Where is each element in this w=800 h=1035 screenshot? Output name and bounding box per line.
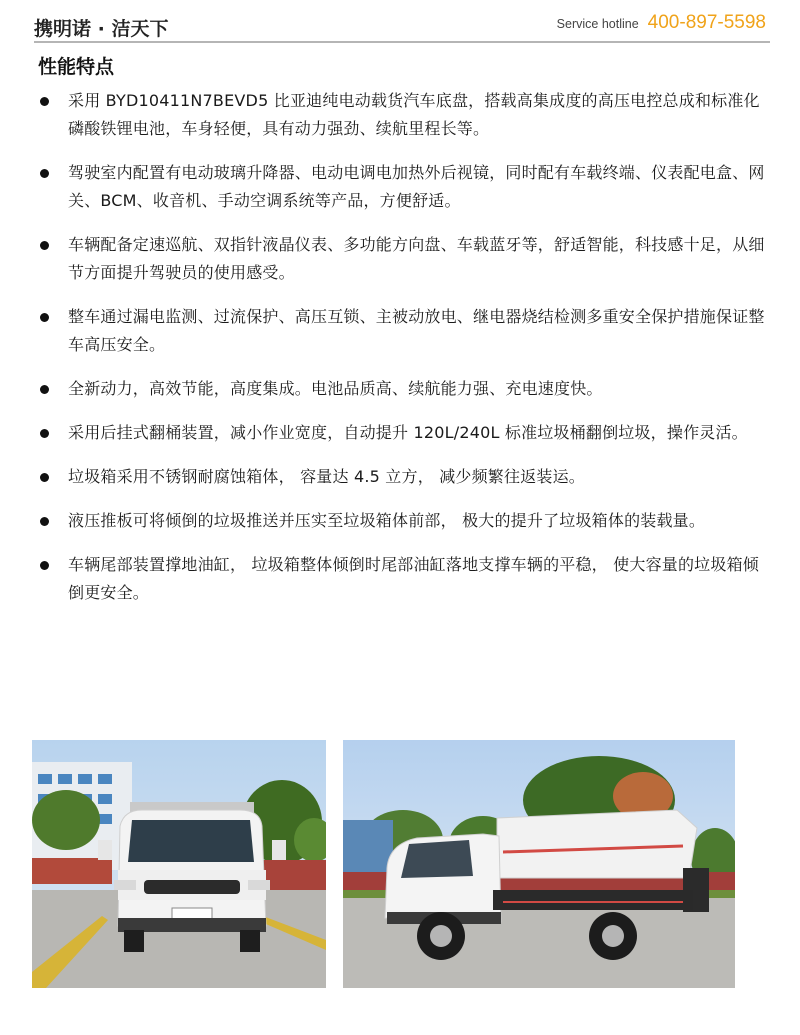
feature-text: 垃圾箱采用不锈钢耐腐蚀箱体， 容量达 4.5 立方， 减少频繁往返装运。 xyxy=(68,467,585,486)
truck-side-photo xyxy=(343,740,735,988)
hotline-number[interactable]: 400-897-5598 xyxy=(647,12,766,33)
feature-item xyxy=(38,87,770,143)
feature-text: 采用后挂式翻桶装置，减小作业宽度，自动提升 120L/240L 标准垃圾桶翻倒垃圾，操作灵活。 xyxy=(68,423,748,442)
feature-item xyxy=(38,159,770,215)
feature-item xyxy=(38,375,770,403)
bullet-icon xyxy=(40,561,49,570)
hotline-label: Service hotline xyxy=(556,17,639,31)
feature-text: 液压推板可将倾倒的垃圾推送并压实至垃圾箱体前部， 极大的提升了垃圾箱体的装载量。 xyxy=(68,511,706,530)
feature-item xyxy=(38,507,770,535)
bullet-icon xyxy=(40,169,49,178)
bullet-icon xyxy=(40,385,49,394)
feature-text: 车辆配备定速巡航、双指针液晶仪表、多功能方向盘、车载蓝牙等，舒适智能，科技感十足，从细节方面提升驾驶员的使用感受。 xyxy=(68,235,765,282)
bullet-icon xyxy=(40,97,49,106)
feature-list xyxy=(38,87,770,623)
truck-front-photo xyxy=(32,740,326,988)
section-title: 性能特点 xyxy=(38,56,115,78)
bullet-icon xyxy=(40,313,49,322)
feature-item xyxy=(38,231,770,287)
feature-item xyxy=(38,551,770,607)
header-divider xyxy=(34,41,770,43)
feature-item xyxy=(38,463,770,491)
feature-text: 车辆尾部装置撑地油缸， 垃圾箱整体倾倒时尾部油缸落地支撑车辆的平稳， 使大容量的垃圾箱倾倒更安全。 xyxy=(68,555,759,602)
feature-text: 整车通过漏电监测、过流保护、高压互锁、主被动放电、继电器烧结检测多重安全保护措施保证整车高压安全。 xyxy=(68,307,765,354)
bullet-icon xyxy=(40,473,49,482)
brand-name: 携明诺 · 洁天下 xyxy=(34,18,169,40)
bullet-icon xyxy=(40,241,49,250)
feature-item xyxy=(38,419,770,447)
bullet-icon xyxy=(40,429,49,438)
page-header xyxy=(34,10,770,42)
bullet-icon xyxy=(40,517,49,526)
feature-item xyxy=(38,303,770,359)
hotline xyxy=(557,12,766,34)
feature-text: 全新动力，高效节能，高度集成。电池品质高、续航能力强、充电速度快。 xyxy=(68,379,603,398)
feature-text: 驾驶室内配置有电动玻璃升降器、电动电调电加热外后视镜，同时配有车载终端、仪表配电盒、网关、BCM、收音机、手动空调系统等产品，方便舒适。 xyxy=(68,163,765,210)
feature-text: 采用 BYD10411N7BEVD5 比亚迪纯电动载货汽车底盘，搭载高集成度的高压电控总成和标准化磷酸铁锂电池，车身轻便，具有动力强劲、续航里程长等。 xyxy=(68,91,760,138)
